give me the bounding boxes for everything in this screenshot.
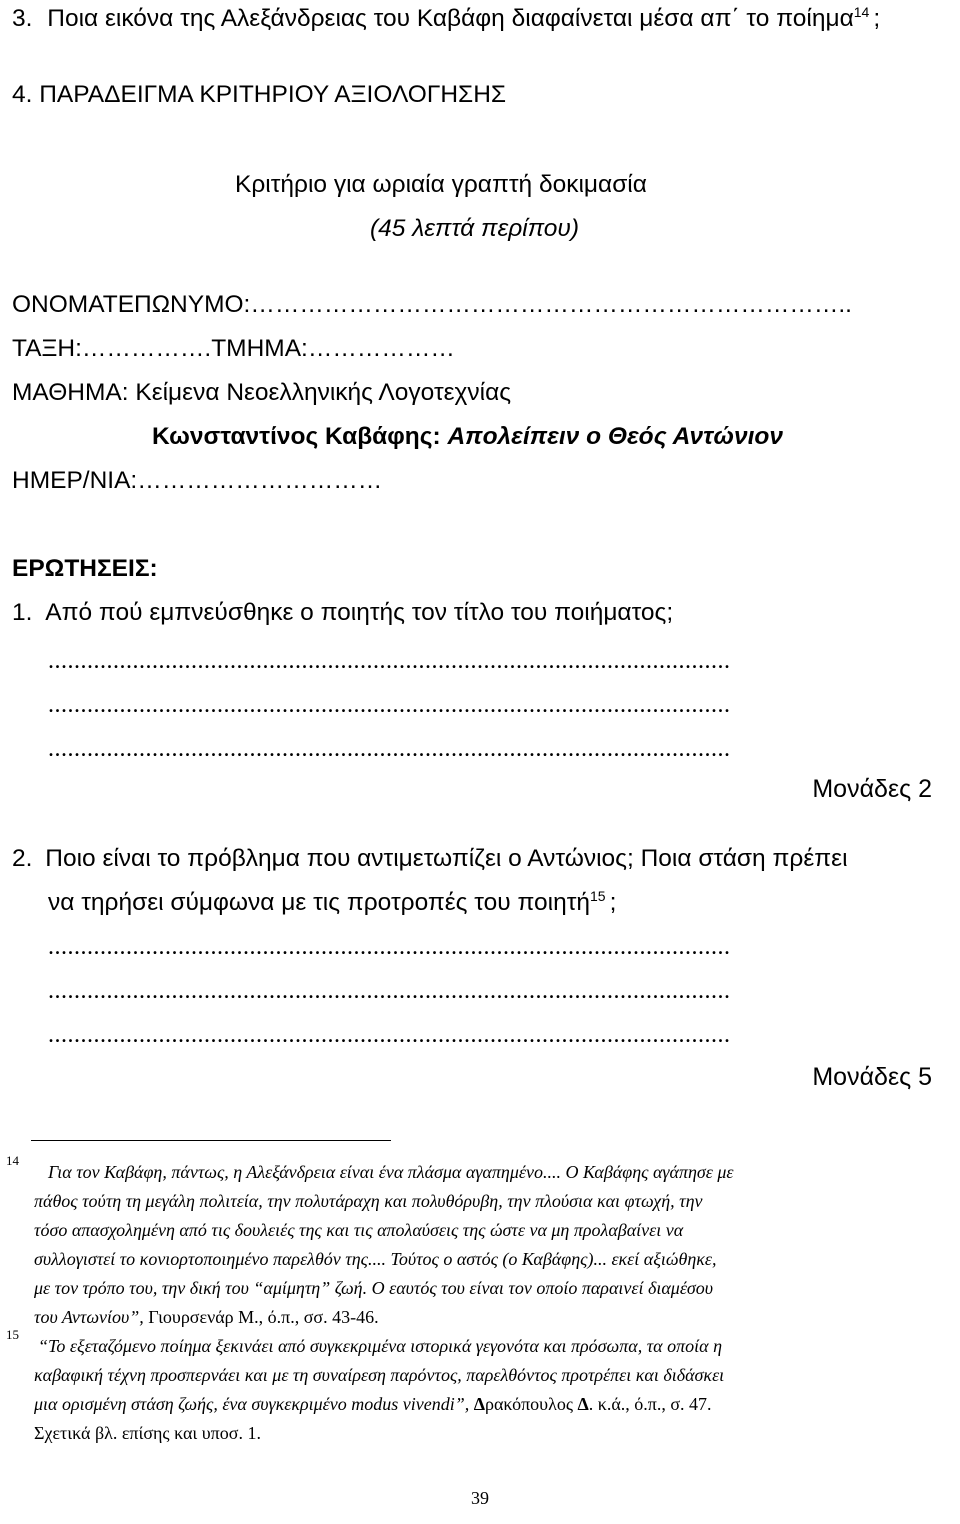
question-1-text: Από πού εμπνεύσθηκε ο ποιητής τον τίτλο του ποιήματος;	[45, 599, 674, 626]
footnote-14-mark: 14	[6, 1153, 19, 1168]
question-3	[12, 4, 880, 34]
question-2-points: Μονάδες 5	[812, 1063, 932, 1091]
footnote-15-line4: Σχετικά βλ. επίσης και υποσ. 1.	[34, 1423, 261, 1443]
question-1	[12, 598, 673, 628]
answer-line[interactable]: .........................................................................................................	[48, 648, 731, 674]
footnote-14	[34, 1158, 954, 1332]
date-line: ΗΜΕΡ/ΝΙΑ:…………………………	[12, 467, 383, 494]
name-fill: ………………………………………………………………..	[250, 291, 852, 318]
question-3-number: 3.	[12, 5, 33, 32]
question-2-number: 2.	[12, 845, 33, 872]
section-title: 4. ΠΑΡΑΔΕΙΓΜΑ ΚΡΙΤΗΡΙΟΥ ΑΞΙΟΛΟΓΗΣΗΣ	[12, 81, 507, 108]
answer-line[interactable]: .........................................................................................................	[48, 1022, 731, 1048]
footnote-14-last-line	[34, 1303, 954, 1332]
footnote-14-citation: Γιουρσενάρ Μ., ό.π., σσ. 43-46.	[148, 1307, 379, 1327]
footnote-15-line: καβαφική τέχνη προσπερνάει και με τη συναίρεση παρόντος, παρελθόντος προτρέπει και διδάσκει	[34, 1365, 725, 1385]
poet-name: Κωνσταντίνος Καβάφης:	[152, 423, 441, 450]
question-1-points: Μονάδες 2	[812, 775, 932, 803]
class-section-line: ΤΑΞΗ:…………….ΤΜΗΜΑ:………………	[12, 335, 455, 362]
questions-heading: ΕΡΩΤΗΣΕΙΣ:	[12, 555, 158, 582]
footnote-15-line: “Το εξεταζόμενο ποίημα ξεκινάει από συγκεκριμένα ιστορικά γεγονότα και πρόσωπα, τα οποία η	[38, 1336, 723, 1356]
footnote-14-line: συλλογιστεί το κονιορτοποιημένο παρελθόν της.... Τούτος ο αστός (ο Καβάφης)... εκεί αξιώθηκε,	[34, 1249, 717, 1269]
footnote-separator	[31, 1140, 391, 1141]
footnote-ref-14[interactable]: 14	[853, 3, 870, 20]
footnote-15-quote-end: μια ορισμένη στάση ζωής, ένα συγκεκριμένο modus vivendi”,	[34, 1394, 474, 1414]
poet-poem-line	[152, 422, 783, 452]
subject-line: ΜΑΘΗΜΑ: Κείμενα Νεοελληνικής Λογοτεχνίας	[12, 379, 512, 406]
footnote-14-line: Για τον Καβάφη, πάντως, η Αλεξάνδρεια είναι ένα πλάσμα αγαπημένο.... Ο Καβάφης αγάπησε με	[48, 1162, 734, 1182]
question-1-number: 1.	[12, 599, 33, 626]
exam-title: Κριτήριο για ωριαία γραπτή δοκιμασία	[235, 171, 647, 198]
footnote-15-author-initial: Δ	[473, 1394, 485, 1414]
question-2-text-line1: Ποιο είναι το πρόβλημα που αντιμετωπίζει ο Αντώνιος; Ποια στάση πρέπει	[45, 845, 848, 872]
question-2-end: ;	[609, 889, 617, 916]
footnote-15-mark: 15	[6, 1327, 19, 1342]
footnote-14-line: τόσο απασχολημένη από τις δουλειές της και τις απολαύσεις της ώστε να μη προλαβαίνει να	[34, 1220, 684, 1240]
footnote-15-author-initial2: Δ	[577, 1394, 589, 1414]
poem-title: Απολείπειν ο Θεός Αντώνιον	[447, 423, 784, 450]
question-3-text: Ποια εικόνα της Αλεξάνδρειας του Καβάφη διαφαίνεται μέσα απ΄ το ποίημα	[47, 5, 854, 32]
name-label: ΟΝΟΜΑΤΕΠΩΝΥΜΟ:	[12, 291, 251, 318]
question-2-text-line2: να τηρήσει σύμφωνα με τις προτροπές του ποιητή	[48, 889, 591, 916]
footnote-15-line3	[34, 1390, 954, 1419]
question-2	[12, 844, 848, 874]
page-number: 39	[471, 1488, 489, 1508]
answer-line[interactable]: .........................................................................................................	[48, 692, 731, 718]
answer-line[interactable]: .........................................................................................................	[48, 736, 731, 762]
footnote-14-line: με τον τρόπο του, την δική του “αμίμητη” ζωή. Ο εαυτός του είναι τον οποίο παραινεί διαμέσου	[34, 1278, 714, 1298]
footnote-15-citation: . κ.ά., ό.π., σ. 47.	[588, 1394, 712, 1414]
name-field	[12, 290, 852, 320]
footnote-ref-15[interactable]: 15	[590, 887, 606, 904]
footnote-15-author: ρακόπουλος	[485, 1394, 578, 1414]
answer-line[interactable]: .........................................................................................................	[48, 934, 731, 960]
footnote-14-line: πάθος τούτη τη μεγάλη πολιτεία, την πολυτάραχη και πολυθόρυβη, την πλούσια και φτωχή, την	[34, 1191, 703, 1211]
question-3-end: ;	[873, 5, 881, 32]
footnote-14-last-italic: του Αντωνίου”,	[34, 1307, 149, 1327]
exam-duration: (45 λεπτά περίπου)	[370, 215, 580, 242]
answer-line[interactable]: .........................................................................................................	[48, 978, 731, 1004]
footnote-15	[34, 1332, 954, 1448]
question-2-line2	[48, 888, 616, 918]
